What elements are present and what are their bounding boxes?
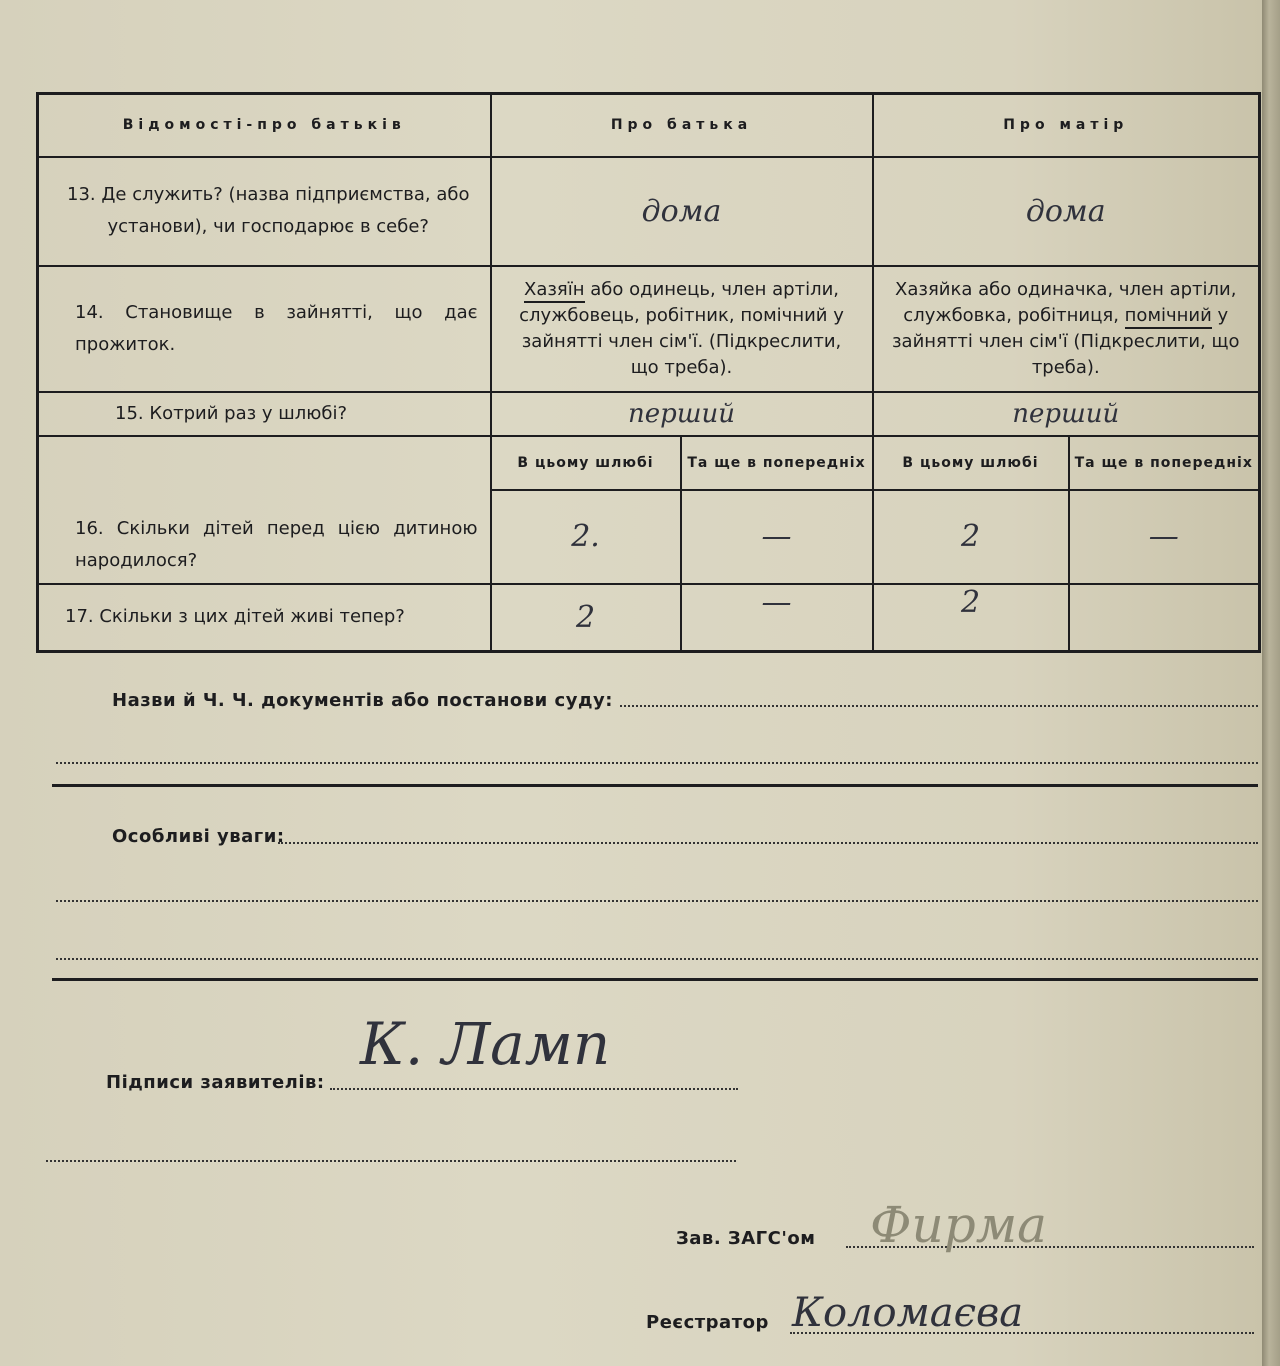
q14-father-rest: або одинець, член артіли, службовець, робітник, помічний у зайнятті член сім'ї. (Підкреслити, що треба). [519, 278, 844, 378]
table-subheader-row [38, 436, 1260, 490]
q17-father-prev: — [761, 584, 792, 620]
remarks-separator [52, 978, 1258, 981]
mother-this-marriage-header: В цьому шлюбі [873, 436, 1069, 490]
documents-label: Назви й Ч. Ч. документів або постанови суду: [112, 690, 613, 711]
q17-mother-prev-cell [1069, 584, 1260, 652]
table-header-row [38, 94, 1260, 157]
q13-mother-cell [873, 157, 1260, 266]
table-row-q15 [38, 392, 1260, 436]
q14-father-options [491, 266, 873, 392]
q16-mother-this: 2 [960, 519, 981, 554]
signature-line-2 [46, 1160, 736, 1162]
q17-mother-this: 2 [960, 584, 981, 620]
signatures-label: Підписи заявителів: [106, 1072, 325, 1093]
table-row-q17 [38, 584, 1260, 652]
q14-mother-selected: помічний [1125, 305, 1212, 329]
q14-mother-start: Хазяйка або одиначка, член артіли, службовка, робітниця, [895, 278, 1237, 326]
father-previous-header: Та ще в попередніх [681, 436, 873, 490]
q15-mother-answer: перший [1012, 398, 1120, 429]
remarks-line-3 [56, 958, 1258, 960]
q17-mother-this-cell [873, 584, 1069, 652]
table-row-q14 [38, 266, 1260, 392]
remarks-label: Особливі уваги: [112, 826, 285, 847]
mother-previous-header: Та ще в попередніх [1069, 436, 1260, 490]
father-this-marriage-header: В цьому шлюбі [491, 436, 681, 490]
q16-father-prev-cell [681, 490, 873, 584]
header-father: Про батька [491, 94, 873, 157]
q13-mother-answer: дома [1025, 193, 1106, 229]
q14-label: 14. Становище в зайнятті, що дає прожиток. [38, 266, 491, 392]
documents-line-2 [56, 762, 1258, 764]
remarks-line-2 [56, 900, 1258, 902]
q14-mother-end: у зайнятті член сім'ї (Підкреслити, що треба). [891, 304, 1240, 378]
q16-mother-prev-cell [1069, 490, 1260, 584]
header-mother: Про матір [873, 94, 1260, 157]
q15-father-answer: перший [628, 398, 735, 429]
registrar-signature: Коломаєва [792, 1290, 1024, 1336]
q16-father-this-cell [491, 490, 681, 584]
q16-father-this: 2. [571, 519, 600, 554]
q15-father-cell [491, 392, 873, 436]
documents-separator [52, 784, 1258, 787]
documents-line-1 [620, 705, 1258, 707]
q16-mother-this-cell [873, 490, 1069, 584]
registrar-label: Реєстратор [646, 1312, 769, 1333]
parents-info-table [36, 92, 1261, 653]
q16-mother-prev: — [1148, 519, 1179, 554]
header-parents-info: Відомості-про батьків [38, 94, 491, 157]
q14-father-selected: Хазяїн [524, 279, 585, 303]
remarks-line-1 [278, 842, 1258, 844]
q16-father-prev: — [761, 519, 792, 554]
applicant-signature: К. Ламп [360, 1010, 611, 1078]
q16-label: 16. Скільки дітей перед цією дитиною народилося? [38, 436, 491, 584]
head-label: Зав. ЗАГС'ом [676, 1228, 816, 1249]
q14-mother-options [873, 266, 1260, 392]
q15-label: 15. Котрий раз у шлюбі? [38, 392, 491, 436]
q17-father-this: 2 [575, 599, 596, 635]
q17-father-this-cell [491, 584, 681, 652]
q13-father-answer: дома [641, 193, 722, 229]
page-edge [1262, 0, 1280, 1366]
q17-father-prev-cell [681, 584, 873, 652]
table-row-q13 [38, 157, 1260, 266]
signature-line-1 [330, 1088, 738, 1090]
q17-label: 17. Скільки з цих дітей живі тепер? [38, 584, 491, 652]
q15-mother-cell [873, 392, 1260, 436]
head-signature: Фирма [870, 1196, 1047, 1254]
q13-label: 13. Де служить? (назва підприємства, або установи), чи господарює в себе? [38, 157, 491, 266]
q13-father-cell [491, 157, 873, 266]
